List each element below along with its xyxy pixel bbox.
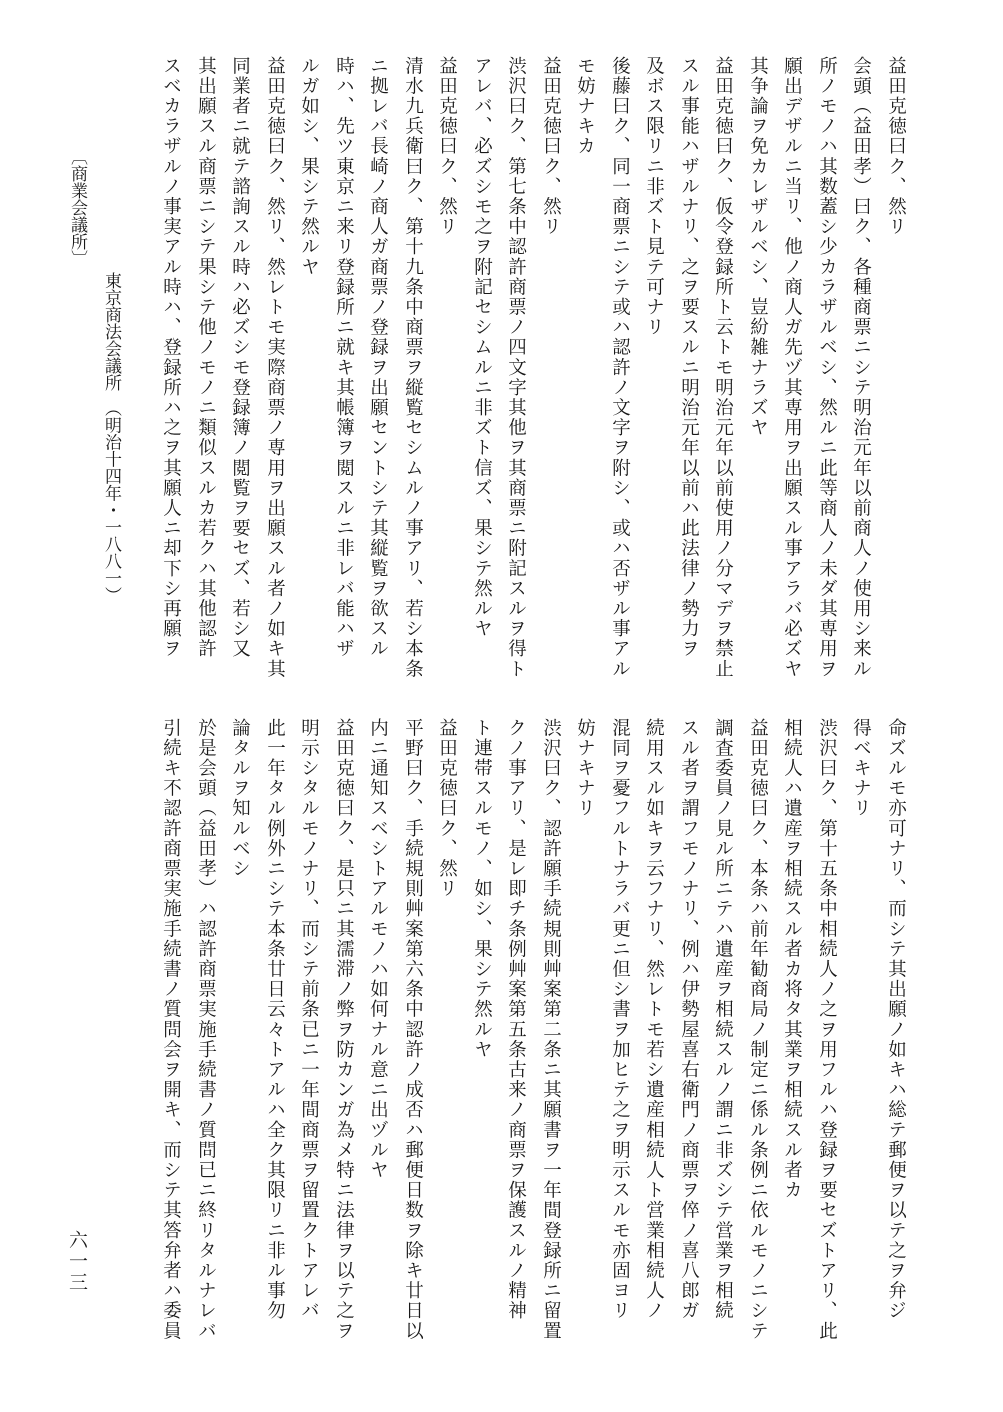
text-column: 及ボス限リニ非ズト見テ可ナリ xyxy=(643,56,665,338)
text-column: 混同ヲ憂フルトナラバ更ニ但シ書ヲ加ヒテ之ヲ明示スルモ亦固ヨリ xyxy=(609,718,631,1321)
text-column: 益田克徳曰ク、然リ xyxy=(540,56,562,237)
text-column: 内ニ通知スベシトアルモノハ如何ナル意ニ出ヅルヤ xyxy=(367,718,389,1181)
text-column: 調査委員ノ見ル所ニテハ遺産ヲ相続スルノ謂ニ非ズシテ営業ヲ相続 xyxy=(712,718,734,1321)
text-column: 益田克徳曰ク、然リ xyxy=(436,718,458,899)
text-column: 渋沢曰ク、認許願手続規則艸案第二条ニ其願書ヲ一年間登録所ニ留置 xyxy=(540,718,562,1342)
text-column: 渋沢曰ク、第十五条中相続人ノ之ヲ用フルハ登録ヲ要セズトアリ、此 xyxy=(816,718,838,1342)
text-column: 益田克徳曰ク、然リ xyxy=(436,56,458,237)
text-column: 其争論ヲ免カレザルベシ、豈紛雑ナラズヤ xyxy=(747,56,769,438)
text-column: 其出願スル商票ニシテ果シテ他ノモノニ類似スルカ若クハ其他認許 xyxy=(195,56,217,659)
section-label: 〔商業会議所〕 xyxy=(67,148,87,267)
text-column: ト連帯スルモノ、如シ、果シテ然ルヤ xyxy=(471,718,493,1060)
text-column: 続用スル如キヲ云フナリ、然レトモ若シ遺産相続人ト営業相続人ノ xyxy=(643,718,665,1321)
text-column: スル事能ハザルナリ、之ヲ要スルニ明治元年以前ハ此法律ノ勢力ヲ xyxy=(678,56,700,659)
text-column: アレバ、必ズシモ之ヲ附記セシムルニ非ズト信ズ、果シテ然ルヤ xyxy=(471,56,493,639)
text-column: 所ノモノハ其数蓋シ少カラザルベシ、然ルニ此等商人ノ未ダ其専用ヲ xyxy=(816,56,838,680)
text-column: 益田克徳曰ク、然リ xyxy=(885,56,907,237)
text-column: クノ事アリ、是レ即チ条例艸案第五条古来ノ商票ヲ保護スルノ精神 xyxy=(505,718,527,1321)
text-column: 益田克徳曰ク、本条ハ前年勧商局ノ制定ニ係ル条例ニ依ルモノニシテ xyxy=(747,718,769,1342)
text-column: スベカラザルノ事実アル時ハ、登録所ハ之ヲ其願人ニ却下シ再願ヲ xyxy=(160,56,182,659)
text-column: 渋沢曰ク、第七条中認許商票ノ四文字其他ヲ其商票ニ附記スルヲ得ト xyxy=(505,56,527,680)
text-column: 益田克徳曰ク、是只ニ其濡滞ノ弊ヲ防カンガ為メ特ニ法律ヲ以テ之ヲ xyxy=(333,718,355,1342)
text-column: 明示シタルモノナリ、而シテ前条已ニ一年間商票ヲ留置クトアレバ xyxy=(298,718,320,1321)
text-column: 相続人ハ遺産ヲ相続スル者カ将タ其業ヲ相続スル者カ xyxy=(781,718,803,1201)
text-column: 於是会頭（益田孝）ハ認許商票実施手続書ノ質問已ニ終リタルナレバ xyxy=(195,718,217,1342)
text-column: 時ハ、先ツ東京ニ来リ登録所ニ就キ其帳簿ヲ閲スルニ非レバ能ハザ xyxy=(333,56,355,659)
text-column: 益田克徳曰ク、仮令登録所ト云トモ明治元年以前使用ノ分マデヲ禁止 xyxy=(712,56,734,680)
text-column: 同業者ニ就テ諮詢スル時ハ必ズシモ登録簿ノ閲覧ヲ要セズ、若シ又 xyxy=(229,56,251,659)
page-number: 六一三 xyxy=(66,1230,88,1293)
text-column: 引続キ不認許商票実施手続書ノ質問会ヲ開キ、而シテ其答弁者ハ委員 xyxy=(160,718,182,1342)
text-column: 願出デザルニ当リ、他ノ商人ガ先ヅ其専用ヲ出願スル事アラバ必ズヤ xyxy=(781,56,803,680)
text-column: 益田克徳曰ク、然リ、然レトモ実際商票ノ専用ヲ出願スル者ノ如キ其 xyxy=(264,56,286,680)
text-column: 命ズルモ亦可ナリ、而シテ其出願ノ如キハ総テ郵便ヲ以テ之ヲ弁ジ xyxy=(885,718,907,1321)
text-column: 清水九兵衛曰ク、第十九条中商票ヲ縦覧セシムルノ事アリ、若シ本条 xyxy=(402,56,424,680)
text-column: モ妨ナキカ xyxy=(574,56,596,157)
text-column: 論タルヲ知ルベシ xyxy=(229,718,251,879)
text-column: 平野曰ク、手続規則艸案第六条中認許ノ成否ハ郵便日数ヲ除キ廿日以 xyxy=(402,718,424,1342)
text-column: 後藤曰ク、同一商票ニシテ或ハ認許ノ文字ヲ附シ、或ハ否ザル事アル xyxy=(609,56,631,680)
source-label: 東京商法会議所 （明治十四年・一八八一） xyxy=(101,272,121,604)
text-column: 妨ナキナリ xyxy=(574,718,596,819)
text-column: 得ベキナリ xyxy=(850,718,872,819)
text-column: ニ拠レバ長崎ノ商人ガ商票ノ登録ヲ出願セントシテ其縦覧ヲ欲スル xyxy=(367,56,389,659)
text-column: 此一年タル例外ニシテ本条廿日云々トアルハ全ク其限リニ非ル事勿 xyxy=(264,718,286,1321)
text-column: 会頭（益田孝）曰ク、各種商票ニシテ明治元年以前商人ノ使用シ来ル xyxy=(850,56,872,680)
text-column: スル者ヲ謂フモノナリ、例ハ伊勢屋喜右衛門ノ商票ヲ倅ノ喜八郎ガ xyxy=(678,718,700,1321)
text-column: ルガ如シ、果シテ然ルヤ xyxy=(298,56,320,278)
